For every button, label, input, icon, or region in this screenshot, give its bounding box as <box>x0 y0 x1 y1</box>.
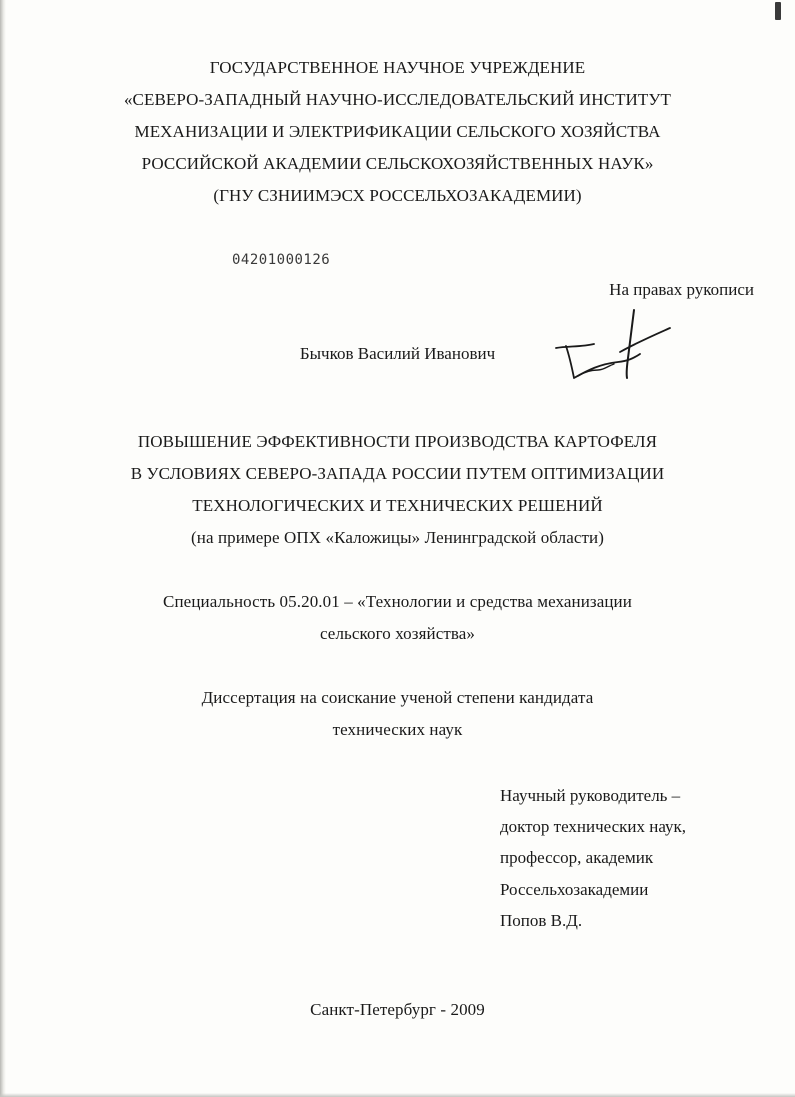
supervisor-line-4: Россельхозакадемии <box>500 879 649 899</box>
supervisor-line-1: Научный руководитель – <box>500 786 681 805</box>
institution-line-3: МЕХАНИЗАЦИИ И ЭЛЕКТРИФИКАЦИИ СЕЛЬСКОГО ХОЗЯЙСТВА <box>134 122 661 141</box>
specialty-line-2: сельского хозяйства» <box>319 624 476 643</box>
title-subtitle: (на примере ОПХ «Каложицы» Ленинградской области) <box>190 528 604 547</box>
institution-line-5: (ГНУ СЗНИИМЭСХ РОССЕЛЬХОЗАКАДЕМИИ) <box>213 186 582 205</box>
institution-line-1: ГОСУДАРСТВЕННОЕ НАУЧНОЕ УЧРЕЖДЕНИЕ <box>209 58 586 77</box>
institution-line-4: РОССИЙСКОЙ АКАДЕМИИ СЕЛЬСКОХОЗЯЙСТВЕННЫХ НАУК» <box>141 154 654 173</box>
scan-corner-mark <box>775 2 781 20</box>
place-year: Санкт-Петербург - 2009 <box>310 1000 485 1019</box>
author-name: Бычков Василий Иванович <box>299 344 496 363</box>
title-line-1: ПОВЫШЕНИЕ ЭФФЕКТИВНОСТИ ПРОИЗВОДСТВА КАРТОФЕЛЯ <box>137 432 658 451</box>
degree-line-2: технических наук <box>332 720 463 739</box>
supervisor-line-3: профессор, академик <box>500 848 654 868</box>
supervisor-line-5: Попов В.Д. <box>500 910 583 930</box>
scan-edge-bottom <box>0 1093 795 1097</box>
title-line-3: ТЕХНОЛОГИЧЕСКИХ И ТЕХНИЧЕСКИХ РЕШЕНИЙ <box>192 496 603 515</box>
specialty-line-1: Специальность 05.20.01 – «Технологии и средства механизации <box>163 592 632 611</box>
supervisor-block <box>500 780 686 936</box>
rights-note: На правах рукописи <box>609 280 754 299</box>
supervisor-line-2: доктор технических наук, <box>500 817 687 837</box>
institution-line-2: «СЕВЕРО-ЗАПАДНЫЙ НАУЧНО-ИССЛЕДОВАТЕЛЬСКИЙ ИНСТИТУТ <box>123 90 672 109</box>
registration-number: 04201000126 <box>232 252 331 268</box>
title-line-2: В УСЛОВИЯХ СЕВЕРО-ЗАПАДА РОССИИ ПУТЕМ ОПТИМИЗАЦИИ <box>130 464 665 483</box>
degree-line-1: Диссертация на соискание ученой степени кандидата <box>201 688 594 707</box>
signature-icon <box>548 306 678 390</box>
